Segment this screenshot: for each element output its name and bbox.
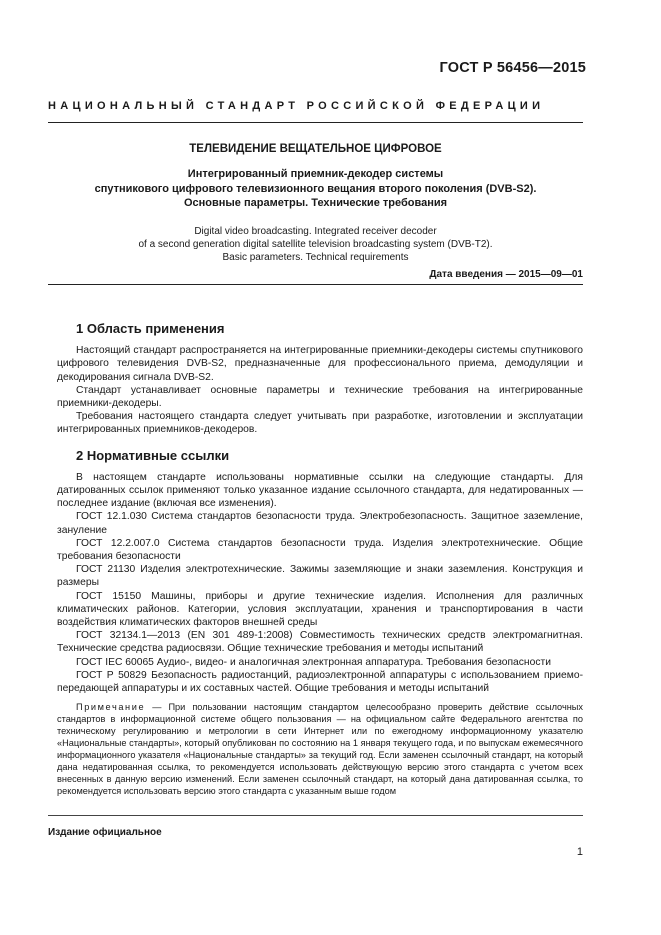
section-1-paragraph: Настоящий стандарт распространяется на интегрированные приемники-декодеры системы спутникового цифрового телевидения DVB-S2, предназначенные для профессионального приема, демодуляции и декодирования сигнала DVB-S2. — [57, 345, 583, 383]
section-2-heading: 2 Нормативные ссылки — [76, 447, 230, 463]
subtitle-line: спутникового цифрового телевизионного вещания второго поколения (DVB-S2). — [94, 182, 537, 195]
national-standard-heading: НАЦИОНАЛЬНЫЙ СТАНДАРТ РОССИЙСКОЙ ФЕДЕРАЦИИ — [48, 100, 545, 112]
section-1-paragraph: Стандарт устанавливает основные параметры и технические требования на интегрированные приемники-декодеры. — [57, 384, 583, 410]
bottom-divider — [48, 815, 583, 816]
english-title — [48, 225, 583, 264]
normative-reference: ГОСТ 12.1.030 Система стандартов безопасности труда. Электробезопасность. Защитное заземление, зануление — [57, 511, 583, 536]
middle-divider — [48, 284, 583, 285]
gost-code: ГОСТ Р 56456—2015 — [439, 60, 586, 76]
english-title-line: of a second generation digital satellite television broadcasting system (DVB-T2). — [138, 238, 493, 250]
page-number: 1 — [576, 846, 583, 858]
document-subtitle — [48, 167, 583, 211]
normative-reference: ГОСТ IEC 60065 Аудио-, видео- и аналогичная электронная аппаратура. Требования безопасности — [76, 656, 551, 668]
normative-reference: ГОСТ 12.2.007.0 Система стандартов безопасности труда. Изделия электротехнические. Общие требования безопасности — [57, 537, 583, 563]
subtitle-line: Интегрированный приемник-декодер системы — [187, 168, 444, 180]
section-1-paragraph: Требования настоящего стандарта следует учитывать при разработке, изготовлении и эксплуатации интегрированных приемников-декодеров. — [57, 411, 583, 436]
document-title: ТЕЛЕВИДЕНИЕ ВЕЩАТЕЛЬНОЕ ЦИФРОВОЕ — [189, 143, 442, 155]
normative-reference: ГОСТ 32134.1—2013 (EN 301 489-1:2008) Совместимость технических средств электромагнитная. Технические средства радиосвязи. Общие технические требования и методы испытаний — [57, 630, 583, 655]
section-1-heading: 1 Область применения — [76, 321, 225, 336]
english-title-line: Basic parameters. Technical requirements — [222, 251, 409, 263]
normative-reference: ГОСТ 15150 Машины, приборы и другие технические изделия. Исполнения для различных климатических районов. Категории, условия эксплуатации, хранения и транспортирования в части воздействия климатических факторов внешней среды — [57, 590, 583, 629]
section-2-paragraph: В настоящем стандарте использованы нормативные ссылки на следующие стандарты. Для датированных ссылок применяют только указанное издание ссылочного стандарта, для недатированных — последнее издание (включая все изменения). — [57, 471, 583, 510]
document-body — [57, 318, 583, 797]
title-block — [48, 143, 583, 264]
normative-reference: ГОСТ Р 50829 Безопасность радиостанций, радиоэлектронной аппаратуры с использованием приемо-передающей аппаратуры и их составных частей. Общие требования и методы испытаний — [57, 669, 583, 695]
official-edition-label: Издание официальное — [48, 827, 162, 838]
top-divider — [48, 122, 583, 123]
normative-reference: ГОСТ 21130 Изделия электротехнические. Зажимы заземляющие и знаки заземления. Конструкция и размеры — [57, 564, 583, 589]
introduction-date: Дата введения — 2015—09—01 — [429, 269, 583, 280]
english-title-line: Digital video broadcasting. Integrated receiver decoder — [194, 225, 437, 237]
note-text: — При пользовании настоящим стандартом целесообразно проверить действие ссылочных стандартов в информационной системе общего пользования — на официальном сайте Федерального агентства по техническому регулированию и метрологии в сети Интернет или по ежегодному информационному указателю «Национальные стандарты», который опубликован по состоянию на 1 января текущего года, и по выпускам ежемесячного информационного указателя «Национальные стандарты» за текущий год. Если заменен ссылочный стандарт, на который дана недатированная ссылка, то рекомендуется использовать действующую версию этого стандарта с учетом всех внесенных в данную версию изменений. Если заменен ссылочный стандарт, на который дана датированная ссылка, то рекомендуется использовать версию этого стандарта с указанным выше годом — [57, 702, 583, 797]
subtitle-line: Основные параметры. Технические требования — [183, 197, 448, 209]
note-label: Примечание — [76, 702, 146, 713]
note — [57, 701, 583, 797]
